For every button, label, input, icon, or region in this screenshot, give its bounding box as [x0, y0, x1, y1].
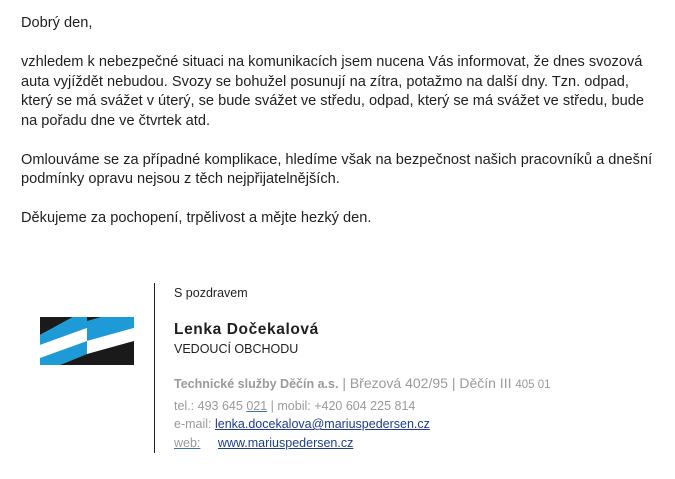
email-line — [174, 417, 430, 431]
separator: | — [342, 375, 346, 391]
signature-role: VEDOUCÍ OBCHODU — [174, 342, 299, 356]
signature-closing: S pozdravem — [174, 286, 248, 300]
email-body — [21, 14, 661, 248]
mobile-label: mobil: — [277, 399, 311, 413]
separator: | — [451, 375, 456, 391]
address-zip: 405 01 — [515, 379, 551, 391]
email-paragraph-3: Děkujeme za pochopení, trpělivost a mějte hezký den. — [21, 210, 372, 226]
email-label: e-mail: — [174, 417, 212, 431]
mobile-number: +420 604 225 814 — [314, 399, 416, 413]
signature-name: Lenka Dočekalová — [174, 321, 319, 338]
email-paragraph-2: Omlouváme se za případné komplikace, hledíme však na bezpečnost našich pracovníků a dnešní podmínky opravu nejsou z těch nejpřijatelnějších. — [21, 151, 653, 187]
company-name: Technické služby Děčín a.s. — [174, 377, 339, 391]
phone-line — [174, 399, 415, 413]
web-link[interactable]: www.mariuspedersen.cz — [217, 436, 354, 450]
signature-divider — [154, 283, 155, 453]
company-address-line — [174, 375, 551, 391]
company-logo — [40, 317, 134, 365]
email-signature — [40, 283, 640, 455]
address-city: Děčín III — [459, 375, 512, 391]
tel-label: tel.: — [174, 399, 195, 413]
web-line — [174, 436, 353, 450]
web-label: web: — [174, 436, 201, 450]
address-street: Březová 402/95 — [349, 375, 448, 391]
tel-number: 493 645 — [197, 399, 243, 413]
email-greeting: Dobrý den, — [21, 15, 93, 31]
tel-extension: 021 — [246, 399, 268, 413]
separator: | — [270, 399, 274, 413]
email-link[interactable]: lenka.docekalova@mariuspedersen.cz — [215, 417, 430, 431]
email-paragraph-1: vzhledem k nebezpečné situaci na komunikacích jsem nucena Vás informovat, že dnes svozová auta vyjíždět nebudou. Svozy se bohužel posunují na zítra, potažmo na další dny. Tzn. odpad, který se má svážet v úterý, se bude svážet ve středu, odpad, který se má svážet ve středu, bude na pořadu dne ve čtvrtek atd. — [21, 54, 644, 129]
